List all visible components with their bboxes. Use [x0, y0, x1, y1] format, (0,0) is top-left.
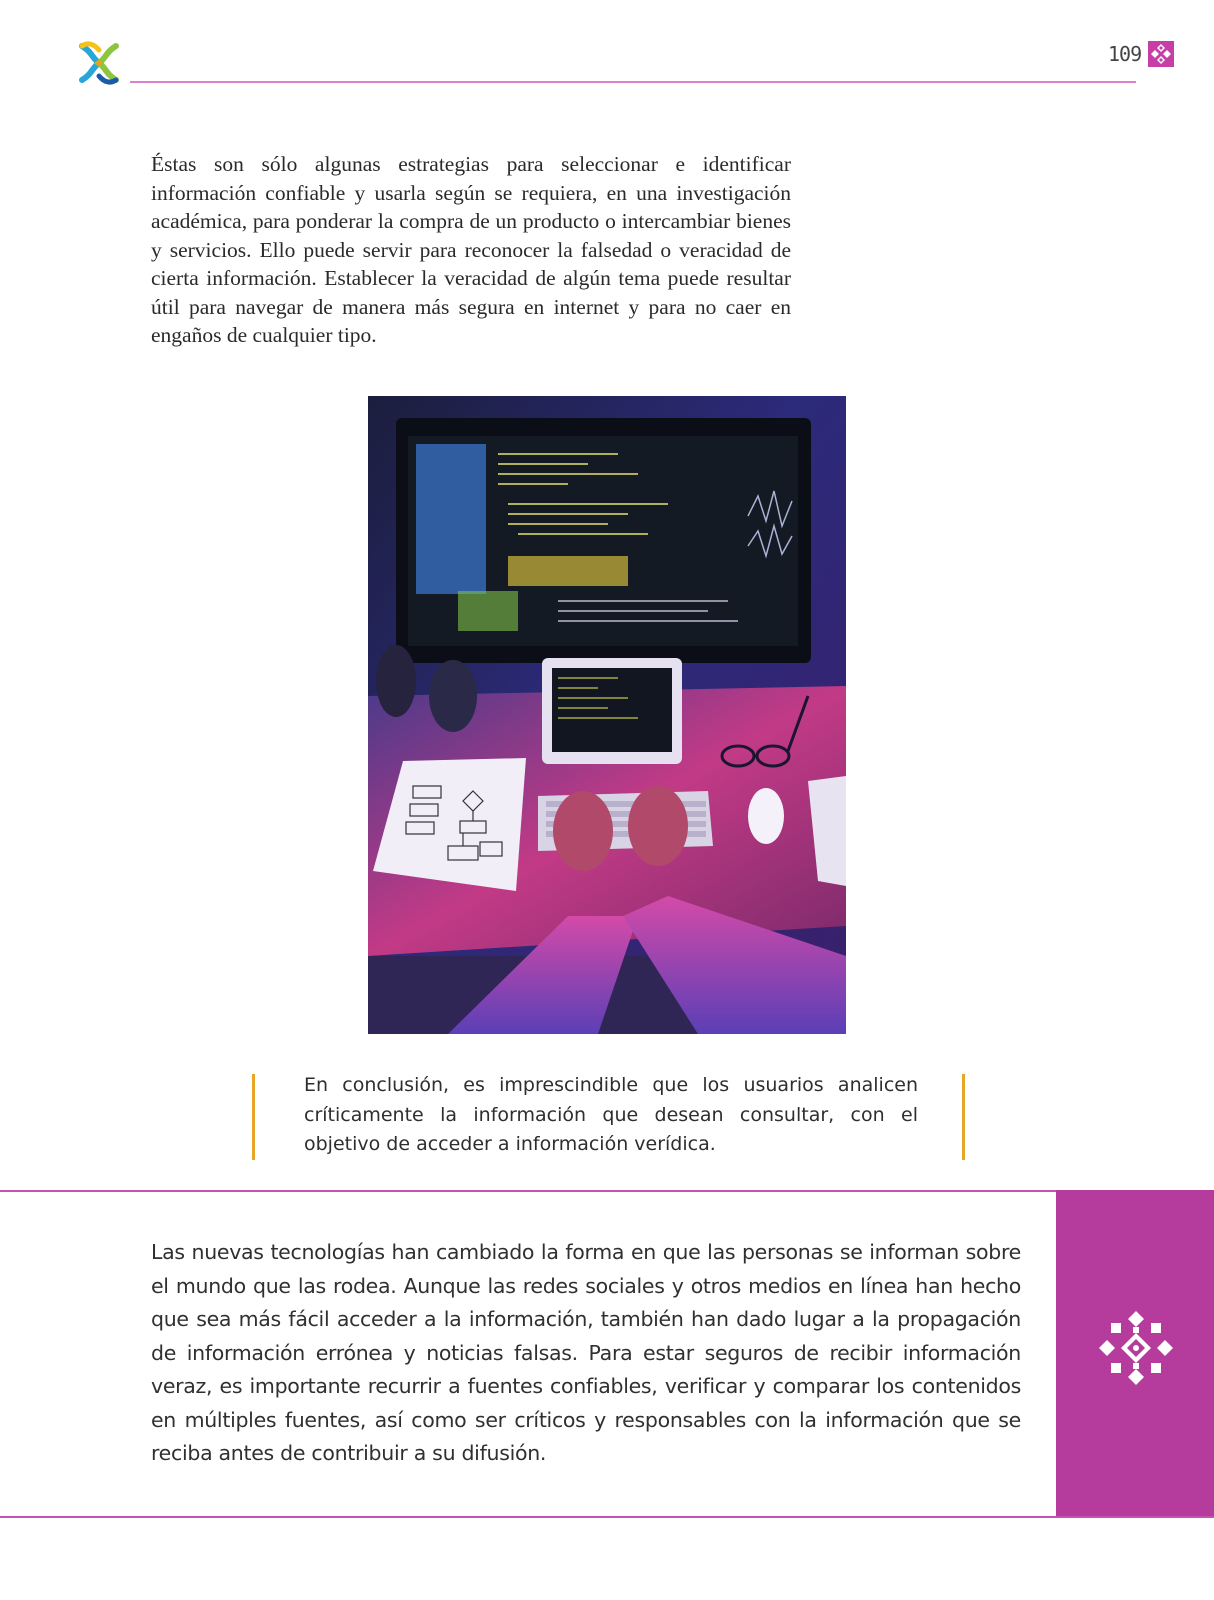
summary-bottom-rule: [0, 1516, 1214, 1518]
page-number: 109: [1108, 42, 1142, 66]
summary-paragraph: Las nuevas tecnologías han cambiado la forma en que las personas se informan sobre el mundo que las rodea. Aunque las redes sociales y otros medios en línea han hecho que sea más fácil acceder a la información, también han dado lugar a la propagación de información errónea y noticias falsas. Para estar seguros de recibir información veraz, es importante recurrir a fuentes confiables, verificar y comparar los contenidos en múltiples fuentes, así como ser críticos y responsables con la información que se reciba antes de contribuir a su difusión.: [151, 1240, 1021, 1465]
summary-top-rule: [0, 1190, 1214, 1192]
header-rule: [130, 81, 1136, 83]
woven-pattern-icon: [1097, 1309, 1175, 1387]
programmer-desk-photo: [368, 396, 846, 1034]
conclusion-quote: En conclusión, es imprescindible que los usuarios analicen críticamente la información que desean consultar, con el objetivo de acceder a información verídica.: [304, 1074, 918, 1155]
woven-pattern-icon: [1148, 41, 1174, 67]
four-petal-emblem-icon: [74, 38, 124, 88]
quote-accent-left: [252, 1074, 255, 1160]
quote-accent-right: [962, 1074, 965, 1160]
intro-paragraph: Éstas son sólo algunas estrategias para seleccionar e identificar información confiable y usarla según se requiera, en una investigación académica, para ponderar la compra de un producto o intercambiar bienes y servicios. Ello puede servir para reconocer la falsedad o veracidad de cierta información. Establecer la veracidad de algún tema puede resultar útil para navegar de manera más segura en internet y para no caer en engaños de cualquier tipo.: [151, 152, 791, 347]
